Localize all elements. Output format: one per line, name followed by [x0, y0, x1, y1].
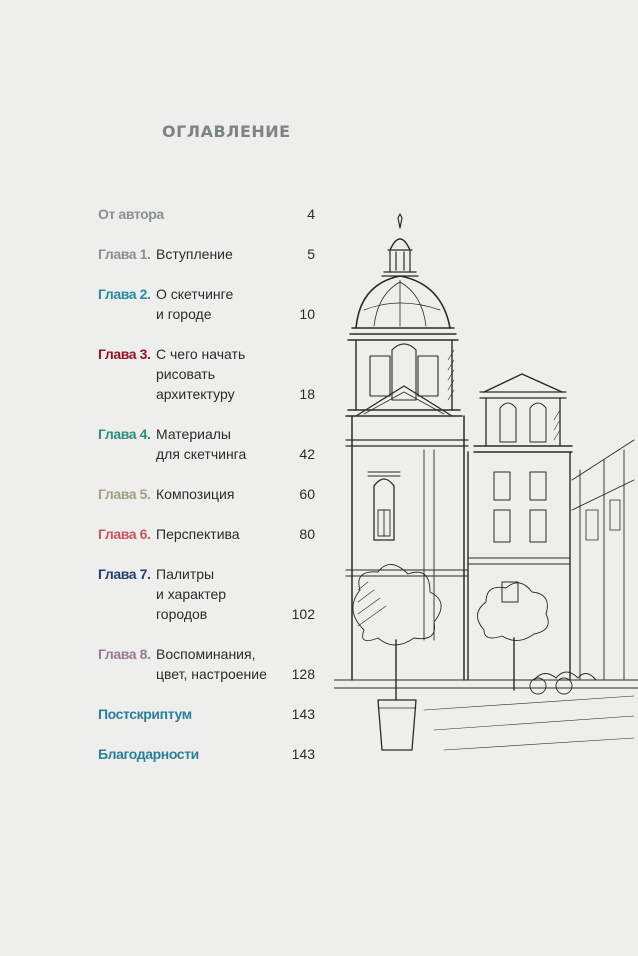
chapter-title: Воспоминания, цвет, настроение — [156, 646, 267, 682]
chapter-title: О скетчинге и городе — [156, 286, 234, 322]
page-number: 5 — [307, 246, 315, 262]
entry-label: От автора — [98, 206, 164, 222]
toc-entry-postscript — [98, 704, 315, 724]
toc-entry-chapter-4 — [98, 424, 315, 464]
chapter-title: Вступление — [156, 246, 233, 262]
page-number: 102 — [291, 606, 315, 622]
entry-label: Постскриптум — [98, 706, 192, 722]
page-number: 42 — [299, 446, 315, 462]
page-number: 10 — [299, 306, 315, 322]
chapter-title: Палитры и характер городов — [156, 566, 227, 622]
page-number: 143 — [291, 706, 315, 722]
entry-label: Глава 7. — [98, 566, 151, 582]
chapter-title: Перспектива — [156, 526, 240, 542]
entry-label: Глава 2. — [98, 286, 151, 302]
toc-entry-chapter-7 — [98, 564, 315, 624]
entry-label: Глава 3. — [98, 346, 151, 362]
toc-entry-chapter-1 — [98, 244, 315, 264]
toc-entry-chapter-5 — [98, 484, 315, 504]
chapter-title: С чего начать рисовать архитектуру — [156, 346, 246, 402]
entry-label: Глава 5. — [98, 486, 151, 502]
page-number: 18 — [299, 386, 315, 402]
toc-heading: ОГЛАВЛЕНИЕ — [162, 122, 291, 141]
toc-entry-chapter-3 — [98, 344, 315, 404]
architecture-sketch-illustration — [334, 210, 638, 770]
page-number: 4 — [307, 206, 315, 222]
page-number: 80 — [299, 526, 315, 542]
page-number: 60 — [299, 486, 315, 502]
toc-entry-chapter-6 — [98, 524, 315, 544]
toc-entry-from-author — [98, 204, 315, 224]
toc-entry-acknowledgements — [98, 744, 315, 764]
entry-label: Глава 8. — [98, 646, 151, 662]
page-number: 143 — [291, 746, 315, 762]
chapter-title: Материалы для скетчинга — [156, 426, 247, 462]
entry-label: Глава 1. — [98, 246, 151, 262]
entry-label: Благодарности — [98, 746, 199, 762]
toc-entry-chapter-2 — [98, 284, 315, 324]
page-number: 128 — [291, 666, 315, 682]
toc-entry-chapter-8 — [98, 644, 315, 684]
entry-label: Глава 4. — [98, 426, 151, 442]
chapter-title: Композиция — [156, 486, 235, 502]
entry-label: Глава 6. — [98, 526, 151, 542]
